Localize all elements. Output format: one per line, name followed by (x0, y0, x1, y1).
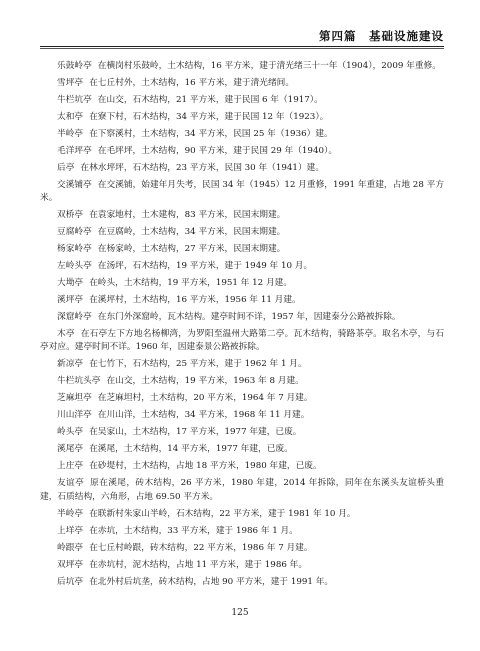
pavilion-description: 在下察溪村，土木结构，34 平方米，民国 25 年（1936）建。 (89, 128, 333, 139)
pavilion-name: 半岭亭 (57, 128, 84, 139)
pavilion-name: 木亭 (57, 329, 75, 340)
pavilion-description: 在毛坪坪，土木结构，90 平方米，建于民国 29 年（1940）。 (97, 145, 338, 156)
pavilion-entry (40, 392, 444, 405)
header-rule-thin (40, 48, 444, 49)
header-rule (40, 46, 444, 47)
pavilion-name: 交溪铺亭 (57, 179, 92, 190)
pavilion-name: 溪尾亭 (57, 444, 84, 455)
pavilion-name: 岭头亭 (57, 427, 84, 438)
pavilion-description: 在袁家地村，土木建构，83 平方米，民国末期建。 (89, 210, 286, 221)
pavilion-entry (40, 294, 444, 307)
pavilion-name: 大坳亭 (57, 278, 84, 289)
pavilion-name: 半岭亭 (57, 508, 84, 519)
pavilion-entry (40, 128, 444, 141)
pavilion-entry (40, 243, 444, 256)
pavilion-description: 在川山洋，土木结构，34 平方米，1968 年 11 月建。 (97, 410, 310, 421)
pavilion-entry (40, 209, 444, 222)
pavilion-name: 岭跟亭 (57, 542, 84, 553)
pavilion-name: 雪坪亭 (57, 77, 84, 88)
section-title: 第四篇 基础设施建设 (319, 29, 444, 43)
pavilion-list (40, 60, 444, 593)
pavilion-name: 太和亭 (57, 111, 84, 122)
pavilion-description: 在砂堤村，土木结构，占地 18 平方米，1980 年建，已废。 (89, 461, 322, 472)
pavilion-name: 双坪亭 (57, 559, 84, 570)
pavilion-entry (40, 77, 444, 90)
pavilion-name: 上庄亭 (57, 461, 84, 472)
pavilion-entry (40, 60, 444, 73)
pavilion-name: 牛栏坑亭 (57, 94, 92, 105)
pavilion-description: 在北外村后坑垄，砖木结构，占地 90 平方米，建于 1991 年。 (89, 576, 334, 587)
pavilion-name: 毛洋坪亭 (57, 145, 92, 156)
pavilion-name: 友谊亭 (57, 478, 85, 489)
pavilion-description: 在东门外深窟岭，瓦木结构。建亭时间不详，1957 年，因建泰分公路被拆除。 (97, 312, 401, 323)
pavilion-description: 在七丘村岭跟，砖木结构，22 平方米，1986 年 7 月建。 (89, 542, 313, 553)
pavilion-description: 在山交，土木结构，19 平方米，1963 年 8 月建。 (106, 376, 304, 387)
pavilion-entry (40, 576, 444, 589)
pavilion-description: 在石亭左下方地名杨柳湾，为罗阳至温州大路第二亭。瓦木结构，骑路茶亭。取名木亭，与石亭对应。建亭时间不详。1960 年，因建泰景公路被拆除。 (40, 329, 445, 353)
pavilion-entry (40, 375, 444, 388)
pavilion-entry (40, 443, 444, 456)
pavilion-entry (40, 559, 444, 572)
pavilion-description: 在溪尾，土木结构，14 平方米，1977 年建，已废。 (89, 444, 293, 455)
pavilion-name: 乐鼓岭亭 (57, 61, 92, 71)
pavilion-entry (40, 477, 444, 504)
pavilion-description: 在吴家山，土木结构，17 平方米，1977 年建，已废。 (89, 427, 302, 438)
pavilion-entry (40, 94, 444, 107)
pavilion-name: 新凉亭 (57, 359, 84, 370)
pavilion-name: 左岭头亭 (57, 261, 92, 272)
pavilion-description: 在岭头，土木结构，19 平方米，1951 年 12 月建。 (89, 278, 293, 289)
pavilion-entry (40, 145, 444, 158)
pavilion-entry (40, 260, 444, 273)
pavilion-name: 溪坪亭 (57, 295, 84, 306)
pavilion-entry (40, 358, 444, 371)
pavilion-entry (40, 508, 444, 521)
pavilion-description: 在赤坑，土木结构，33 平方米，建于 1986 年 1 月。 (89, 525, 298, 536)
pavilion-name: 深窟岭亭 (57, 312, 92, 323)
pavilion-description: 在七丘村外，土木结构，16 平方米，建于清光绪间。 (89, 77, 295, 88)
pavilion-entry (40, 328, 444, 355)
pavilion-description: 在杨家岭，土木结构，27 平方米，民国末期建。 (97, 244, 286, 255)
pavilion-entry (40, 311, 444, 324)
pavilion-description: 在联新村朱家山半岭，石木结构，22 平方米，建于 1981 年 10 月。 (89, 508, 356, 519)
pavilion-entry (40, 162, 444, 175)
pavilion-name: 芝麻坦亭 (57, 393, 92, 404)
pavilion-name: 川山洋亭 (57, 410, 92, 421)
pavilion-description: 在林水坪坪，石木结构，23 平方米，民国 30 年（1941）建。 (80, 162, 325, 173)
pavilion-name: 双桥亭 (57, 210, 84, 221)
pavilion-name: 牛栏坑头亭 (57, 376, 101, 387)
pavilion-description: 在交溪铺，始建年月失考，民国 34 年（1945）12 月重修，1991 年重建，占地 28 平方米。 (40, 179, 445, 204)
pavilion-entry (40, 226, 444, 239)
pavilion-description: 在七竹下，石木结构，25 平方米，建于 1962 年 1 月。 (89, 359, 307, 370)
pavilion-description: 在寮下村，石木结构，34 平方米，建于民国 12 年（1923）。 (89, 111, 329, 122)
page-number: 125 (231, 608, 249, 618)
pavilion-entry (40, 409, 444, 422)
pavilion-entry (40, 179, 444, 206)
page-header (0, 0, 480, 52)
pavilion-description: 在横岗村乐鼓岭，土木结构，16 平方米，建于清光绪三十一年（1904），2009 年重修。 (97, 61, 441, 71)
pavilion-description: 原在溪尾，砖木结构，26 平方米，1980 年建，2014 年拆除，同年在东溪头友谊桥头重建，石质结构，六角形，占地 69.50 平方米。 (40, 478, 445, 502)
pavilion-name: 后坑亭 (57, 576, 84, 587)
pavilion-entry (40, 277, 444, 290)
pavilion-name: 豆腐岭亭 (57, 227, 92, 238)
pavilion-name: 杨家岭亭 (57, 244, 92, 255)
pavilion-description: 在溪坪村，土木结构，16 平方米，1956 年 11 月建。 (89, 295, 301, 306)
pavilion-entry (40, 460, 444, 473)
pavilion-entry (40, 525, 444, 538)
pavilion-entry (40, 542, 444, 555)
pavilion-description: 在芝麻坦村，土木结构，20 平方米，1964 年 7 月建。 (97, 393, 313, 404)
pavilion-entry (40, 426, 444, 439)
pavilion-description: 在豆腐岭，土木结构，34 平方米，民国末期建。 (97, 227, 286, 238)
pavilion-description: 在汤坪，石木结构，19 平方米，建于 1949 年 10 月。 (97, 261, 313, 272)
pavilion-description: 在山交，石木结构，21 平方米，建于民国 6 年（1917）。 (97, 94, 323, 105)
pavilion-name: 上垟亭 (57, 525, 84, 536)
pavilion-description: 在赤坑村，泥木结构，占地 11 平方米，建于 1986 年。 (89, 559, 308, 570)
pavilion-entry (40, 111, 444, 124)
pavilion-name: 后亭 (57, 162, 75, 173)
